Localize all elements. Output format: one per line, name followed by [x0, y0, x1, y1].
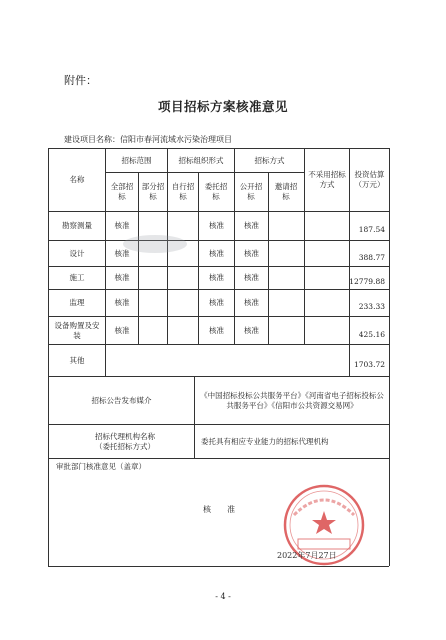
watermark-smear	[120, 232, 190, 256]
header-form: 招标组织形式	[178, 155, 224, 165]
row-full-bid: 核准	[114, 325, 130, 335]
row-invest: 388.77	[358, 252, 385, 262]
row-open-bid: 核准	[244, 298, 259, 308]
approve-text: 核 准	[203, 505, 235, 514]
header-entrust-bid: 委托招标	[204, 182, 228, 201]
review-date: 2022年7月27日	[277, 551, 337, 560]
row-name: 监理	[69, 298, 85, 308]
media-label: 招标公告发布媒介	[91, 395, 152, 405]
header-scope: 招标范围	[121, 155, 152, 165]
header-invest: 投资估算（万元）	[354, 170, 385, 189]
row-open-bid: 核准	[244, 325, 259, 335]
row-invest: 1703.72	[353, 359, 385, 369]
agency-value: 委托具有相应专业能力的招标代理机构	[201, 436, 329, 446]
row-entrust-bid: 核准	[209, 273, 224, 283]
media-value: 《中国招标投标公共服务平台》《河南省电子招标投标公共服务平台》《信阳市公共资源交易网》	[200, 390, 384, 410]
header-full-bid: 全部招标	[110, 182, 134, 201]
row-open-bid: 核准	[244, 248, 259, 258]
row-name: 其他	[69, 355, 85, 365]
table-vline	[304, 148, 305, 344]
table-vline	[268, 172, 269, 344]
header-open-bid: 公开招标	[239, 182, 263, 201]
agency-label: 招标代理机构名称（委托招标方式）	[95, 431, 155, 451]
row-invest: 425.16	[358, 329, 385, 339]
row-entrust-bid: 核准	[209, 298, 224, 308]
row-full-bid: 核准	[114, 298, 130, 308]
row-open-bid: 核准	[244, 273, 259, 283]
row-entrust-bid: 核准	[209, 325, 224, 335]
row-name: 设备购置及安装	[54, 320, 100, 340]
header-no-bid: 不采用招标方式	[308, 170, 346, 189]
row-full-bid: 核准	[114, 248, 130, 258]
row-entrust-bid: 核准	[209, 248, 224, 258]
row-invest: 233.33	[358, 302, 385, 312]
header-method: 招标方式	[254, 155, 285, 165]
row-name: 施工	[69, 273, 85, 283]
header-invite-bid: 邀请招标	[274, 182, 298, 201]
header-partial-bid: 部分招标	[141, 182, 165, 201]
table-hline	[48, 458, 389, 459]
review-label: 审批部门核准意见（盖章）	[56, 462, 146, 471]
row-full-bid: 核准	[114, 221, 130, 231]
page-title: 项目招标方案核准意见	[157, 99, 288, 114]
row-full-bid: 核准	[114, 273, 130, 283]
header-name: 名称	[69, 175, 85, 185]
row-invest: 12779.88	[349, 277, 385, 287]
row-name: 设计	[69, 248, 85, 258]
table-border-right	[389, 148, 390, 566]
row-entrust-bid: 核准	[209, 221, 224, 231]
page-number: - 4 -	[215, 592, 231, 601]
header-self-bid: 自行招标	[171, 182, 195, 201]
table-vline	[138, 172, 139, 344]
project-name: 建设项目名称：信阳市春河流域水污染治理项目	[64, 135, 232, 144]
attachment-label: 附件：	[64, 74, 97, 87]
row-invest: 187.54	[358, 225, 385, 235]
row-name: 勘察测量	[62, 221, 92, 231]
row-open-bid: 核准	[244, 221, 259, 231]
